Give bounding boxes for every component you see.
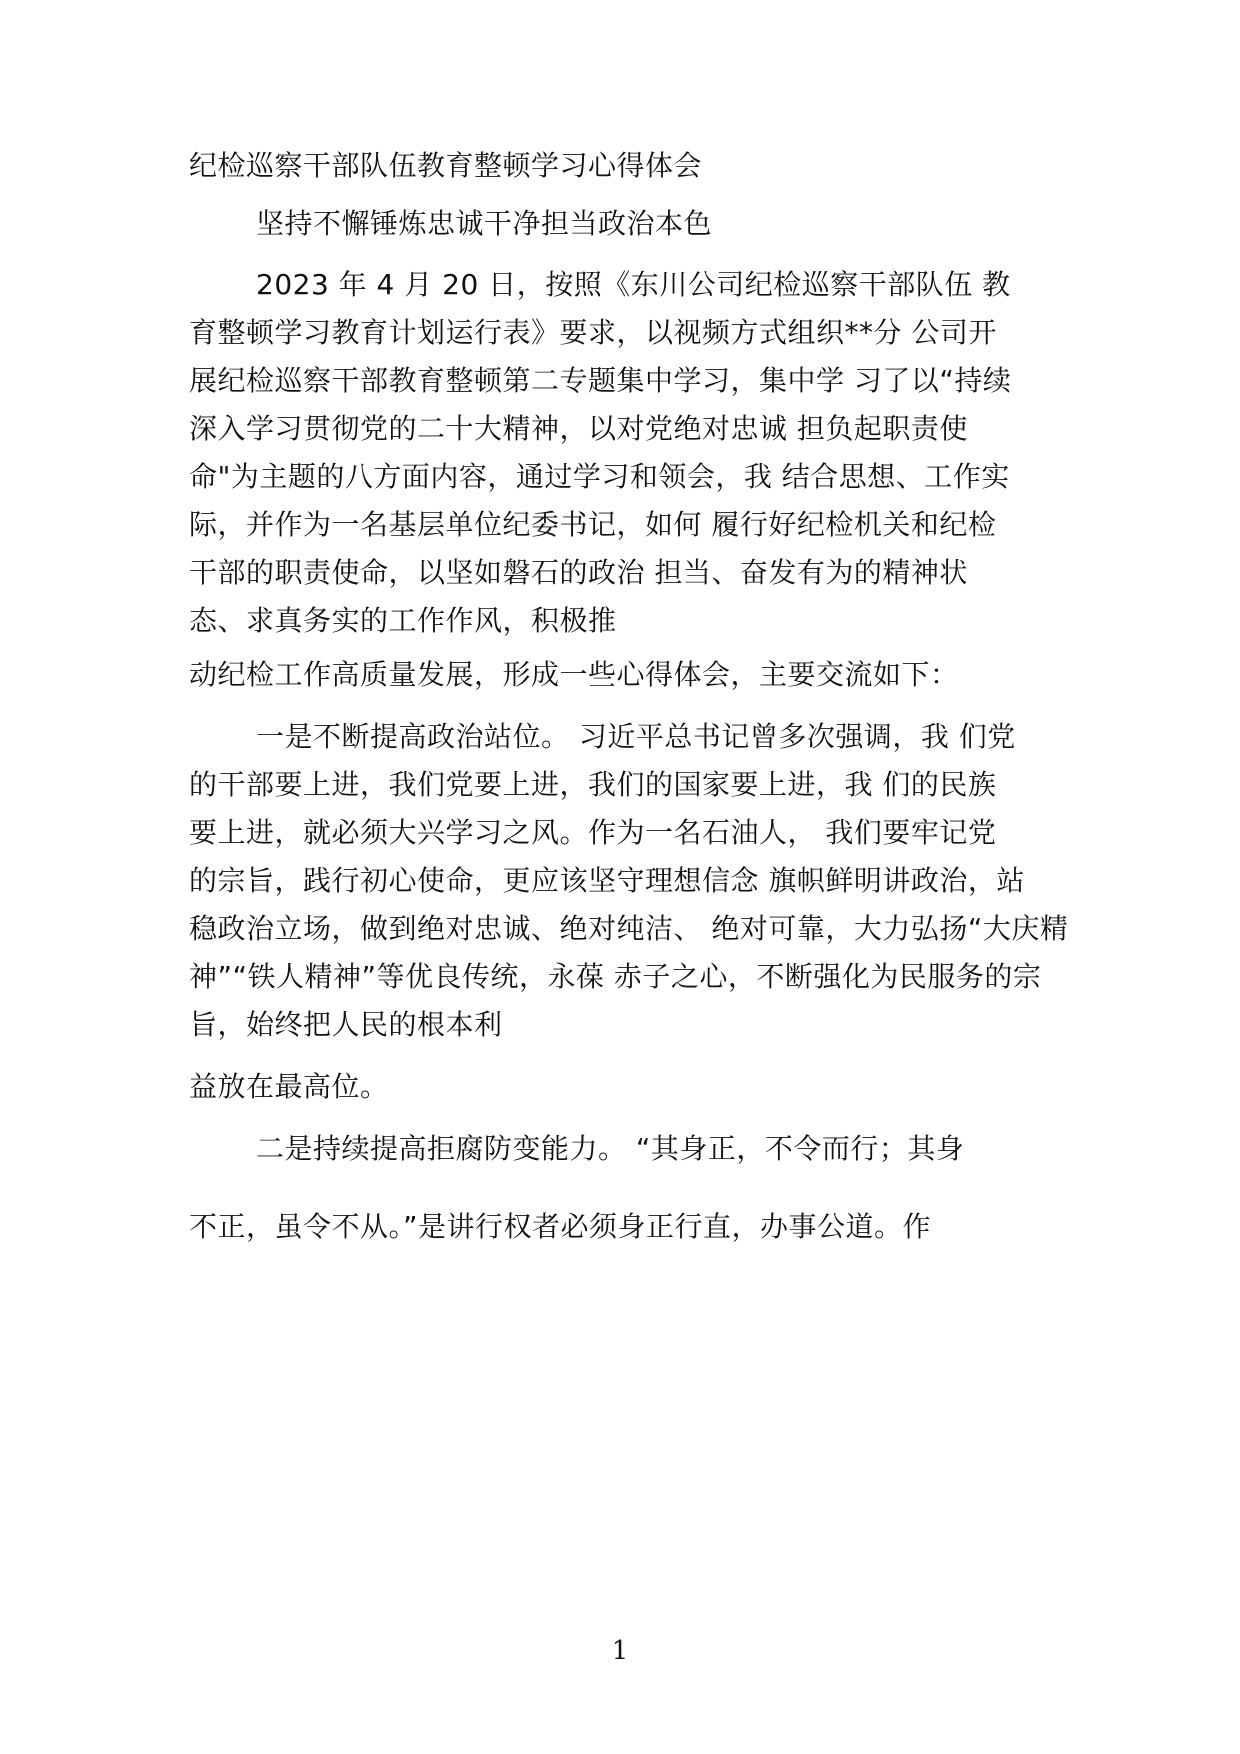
paragraph-line: 际，并作为一名基层单位纪委书记，如何 履行好纪检机关和纪检: [189, 508, 997, 541]
paragraph-line: 动纪检工作高质量发展，形成一些心得体会，主要交流如下：: [189, 658, 959, 691]
paragraph-line: 深入学习贯彻党的二十大精神，以对党绝对忠诚 担负起职责使: [189, 412, 968, 445]
paragraph-line: 展纪检巡察干部教育整顿第二专题集中学习，集中学 习了以“持续: [189, 364, 1012, 397]
paragraph-line: 的干部要上进，我们党要上进，我们的国家要上进，我 们的民族: [189, 768, 997, 801]
paragraph-line: 神”“铁人精神”等优良传统，永葆 赤子之心，不断强化为民服务的宗: [189, 960, 1042, 993]
paragraph-line: 的宗旨，践行初心使命，更应该坚守理想信念 旗帜鲜明讲政治，站: [189, 864, 1025, 897]
document-subtitle: 坚持不懈锤炼忠诚干净担当政治本色: [256, 207, 713, 240]
paragraph-line: 态、求真务实的工作作风，积极推: [189, 604, 617, 637]
paragraph-line: 稳政治立场，做到绝对忠诚、绝对纯洁、 绝对可靠，大力弘扬“大庆精: [189, 912, 1069, 945]
paragraph-line: 要上进，就必须大兴学习之风。作为一名石油人， 我们要牢记党: [189, 816, 997, 849]
paragraph-line: 二是持续提高拒腐防变能力。 “其身正，不令而行；其身: [256, 1132, 965, 1165]
page-number: 1: [611, 1636, 629, 1666]
paragraph-line: 旨，始终把人民的根本利: [189, 1008, 503, 1041]
paragraph-line: 育整顿学习教育计划运行表》要求，以视频方式组织**分 公司开: [189, 316, 997, 349]
document-title: 纪检巡察干部队伍教育整顿学习心得体会: [189, 149, 703, 182]
paragraph-line: 2023 年 4 月 20 日，按照《东川公司纪检巡察干部队伍 教: [256, 268, 1011, 301]
paragraph-line: 干部的职责使命，以坚如磐石的政治 担当、奋发有为的精神状: [189, 556, 968, 589]
paragraph-line: 不正，虽令不从。”是讲行权者必须身正行直，办事公道。作: [189, 1210, 932, 1243]
paragraph-line: 一是不断提高政治站位。 习近平总书记曾多次强调，我 们党: [256, 720, 1016, 753]
paragraph-line: 命"为主题的八方面内容，通过学习和领会，我 结合思想、工作实: [189, 460, 1010, 493]
paragraph-line: 益放在最高位。: [189, 1070, 389, 1103]
